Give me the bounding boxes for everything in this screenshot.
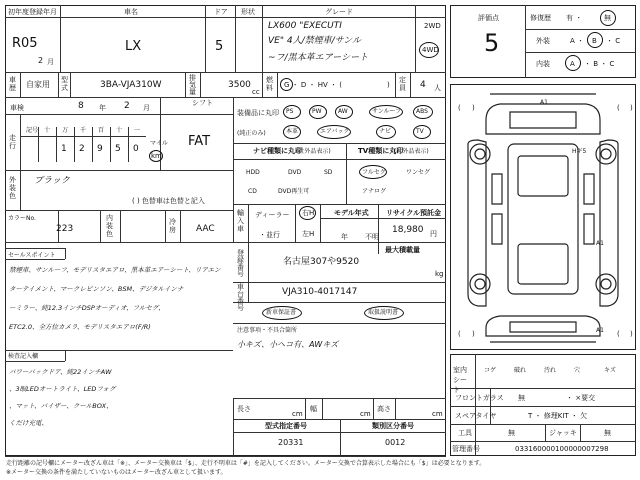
tv-item: ワンセグ [406,169,431,176]
inspection-year: 8 [78,101,84,111]
navi-label: ナビ種類に丸印 [253,147,302,155]
diagram-paren-open-4: ( [617,330,620,338]
ac-value: AAC [196,224,215,234]
interior-rest: ・ B ・ C [584,60,615,68]
diagram-a1-top: A1 [540,99,548,106]
car-name-label: 車名 [124,8,138,16]
first-reg-month: 2 [38,56,44,65]
recycle-label: リサイクル預託金 [386,209,442,217]
diagram-paren-close-2: ) [630,104,633,112]
mileage-header-cell: 千 [80,127,87,134]
diagram-paren-open-1: ( [458,104,461,112]
height-unit: cm [432,410,443,418]
shape-label: 形状 [241,8,255,16]
equipment-item: 本革 [286,128,299,135]
class-value: 0012 [385,438,406,447]
sales-point-line: 禁煙車、サンルーフ、モデリスタエアロ、黒本革エアーシート、リアエン [9,266,221,274]
first-reg-month-unit: 月 [47,58,54,66]
max-load-label: 最大積載量 [385,246,420,254]
doors-value: 5 [215,39,224,54]
tools-label: 工具 [458,429,472,437]
jack-value: 無 [604,429,611,437]
equipment-item: PS [286,108,294,115]
mileage-digit: 2 [79,144,85,154]
mgmt-value: 033160000100000007298 [515,445,609,453]
mileage-header-cell: 十 [44,127,51,134]
import-parallel: ・並行 [259,231,280,239]
navi-item: SD [324,169,333,176]
navi-item: HDD [246,169,260,176]
type-cert-value: 20331 [278,438,304,447]
mileage-digit: 5 [115,144,121,154]
new-warranty: 新車保証書 [266,309,297,316]
footer-line-2: ※メーター交換の条件を満たしていないものはメーター改ざん車として扱います。 [6,469,227,476]
equipment-list-line: くだけ充電、 [9,419,48,427]
exterior-color-label: 外装色 [9,176,16,200]
equipment-list-line: 、マット、バイザー、クールBOX、 [9,402,113,410]
grade-line-1: LX600 "EXECUTI [268,21,342,31]
mileage-digit: 9 [97,144,103,154]
registration-value: 名古屋307や9520 [283,257,360,267]
color-change-note: ( ) 色替車は色替と記入 [132,197,205,205]
model-year-unknown: 不明 [365,233,379,241]
cc-unit: cc [252,88,260,96]
diagram-center-code: Hギ5 [572,148,587,155]
mileage-digit: 1 [61,144,67,154]
tv-item: フルセグ [362,169,386,176]
exterior-label: 外装 [536,37,550,45]
registration-label: 登録番号 [237,249,244,278]
tv-sub: (社外品表示) [394,148,429,155]
shift-value: FAT [188,134,211,149]
diagram-paren-close-1: ) [472,104,475,112]
mileage-col-line [38,127,39,162]
windshield-label: フロントガラス [455,394,504,402]
color-code-label: カラーNo. [8,215,36,222]
use-value: 自家用 [26,80,50,89]
interior-seat-item: 穴 [574,367,581,374]
tv-item: アナログ [362,188,387,195]
use-label: 車歴 [9,76,16,92]
color-code-value: 223 [56,224,74,234]
notes-value: 小キズ、小ヘコ有、AWキズ [237,340,339,349]
first-reg-era: R05 [12,36,38,51]
mileage-header-cell: 記号 [26,127,39,134]
capacity-value: 4 [420,80,426,90]
ac-label: 冷房 [169,218,176,234]
chassis-label: 車台番号 [237,283,244,312]
drive-4wd: 4WD [422,46,439,54]
class-label: 類別区分番号 [372,422,414,430]
mileage-header-line [20,136,146,137]
exterior-color-value: ブラック [34,176,70,186]
displacement-value: 3500 [228,80,251,90]
equipment-item: PW [312,108,322,115]
interior-seat-item: コゲ [484,367,497,374]
inspection-year-unit: 年 [99,104,106,112]
length-unit: cm [292,410,303,418]
chassis-value: VJA310-4017147 [282,287,358,297]
windshield-none: 無 [518,394,525,402]
repair-label: 修復歴 [530,14,551,22]
equipment-item: サンルーフ [372,108,402,115]
mileage-unit-km: km [151,152,162,160]
exterior-options: A ・ [570,37,585,45]
car-damage-diagram [450,84,636,350]
diagram-a1-right: A1 [596,240,604,247]
sales-point-line: ーミラー、純12.3インチDSPオーディオ、フルセグ、 [9,304,165,312]
mileage-header-cell: 百 [98,127,105,134]
handle-right: 右H [302,209,315,217]
first-reg-label: 初年度登録年月 [8,8,57,16]
equipment-list-label: 検査記入欄 [8,353,39,360]
height-label: 高さ [377,405,391,413]
model-label: 型式 [61,76,68,92]
windshield-replace: ・ ×要交 [566,394,596,402]
repair-selected: 無 [604,14,611,22]
mileage-unit-mile: マイル [150,140,168,147]
width-unit: cm [360,410,371,418]
interior-seat-label: 室内シート [453,366,467,394]
grade-line-3: ~フ/黒本革エアーシート [268,53,369,63]
mileage-col-line [110,127,111,162]
mileage-label: 走行 [9,134,16,150]
displacement-label: 排気量 [189,74,196,96]
shift-label: シフト [192,99,213,107]
sales-point-line: ターテイメント、マークレビンソン、BSM、デジタルインナ [9,285,184,293]
grade-line-2: VE" 4人/禁煙車/サンル [268,36,361,46]
recycle-value: 18,980 [392,225,424,235]
import-label: 輸入車 [237,209,244,233]
recycle-yen: 円 [430,230,437,238]
diagram-paren-open-2: ( [617,104,620,112]
sales-point-label: セールスポイント [8,252,56,259]
equipment-item: ナビ [379,128,392,135]
car-name: LX [125,39,142,54]
interior-color-label: 内装色 [106,214,113,238]
exterior-selected: B [592,37,597,45]
fuel-options: G ・ D ・ HV ・ ( [284,81,342,89]
interior-rating-label: 内装 [536,60,550,68]
equipment-item: ABS [416,108,428,115]
capacity-unit: 人 [434,84,441,92]
equipment-item: AW [338,108,348,115]
mileage-digit: 0 [133,144,139,154]
model-value: 3BA-VJA310W [100,80,162,90]
tv-label: TV種類に丸印 [358,147,404,155]
type-cert-label: 型式指定番号 [265,422,307,430]
diagram-paren-close-4: ) [630,330,633,338]
footer-line-1: 走行距離の記号欄にメーター改ざん車は「※」、メーター交換車は「$」、走行不明車は「#」を記入してください。メーター交換で合算表示した場合にも「$」は必要となります。 [6,460,486,467]
equipment-label: 装備品に丸印 [237,109,279,117]
owner-manual: 取扱説明書 [368,309,399,316]
import-dealer: ディーラー [255,211,290,219]
navi-item: DVD再生可 [278,188,310,195]
mileage-col-line [128,127,129,162]
equipment-item: TV [416,128,424,135]
navi-sub: (社外品表示) [296,148,331,155]
mileage-header-cell: 万 [62,127,69,134]
jack-label: ジャッキ [549,429,577,437]
spare-value: T ・ 修理KIT ・ 欠 [528,412,588,420]
diagram-a1-bottom: A1 [596,327,604,334]
exterior-rest: ・ C [606,37,621,45]
interior-selected: A [570,60,575,68]
doors-label: ドア [214,8,228,16]
score-value: 5 [484,29,500,57]
inspection-label: 車検 [10,104,24,112]
equipment-sub: (純正のみ) [237,130,266,137]
mileage-header-cell: 一 [134,127,141,134]
mileage-header-cell: 十 [116,127,123,134]
interior-seat-item: 破れ [514,367,527,374]
fuel-close: ) [387,81,390,89]
score-label: 評価点 [478,14,499,22]
drive-2wd: 2WD [424,22,441,30]
navi-item: DVD [288,169,302,176]
interior-seat-item: キズ [604,367,616,374]
equipment-list-line: パワーバックドア、純22インチAW [9,368,112,376]
sales-point-line: ETC2.0、全方位カメラ、モデリスタエアロ(F/R) [9,323,151,331]
repair-options: 有 ・ [566,14,583,22]
handle-left: 左H [302,230,315,238]
mileage-col-line [74,127,75,162]
equipment-list-line: 、3眼LEDオートライト、LEDフォグ [9,385,116,393]
interior-seat-item: 汚れ [544,367,557,374]
capacity-label: 定員 [399,76,406,92]
length-label: 長さ [237,405,251,413]
equipment-item: エアバック [320,128,350,135]
spare-label: スペアタイヤ [455,412,497,420]
mileage-col-line [92,127,93,162]
notes-label: 注意事項・不具合箇所 [237,327,298,334]
diagram-paren-close-3: ) [472,330,475,338]
grade-label: グレード [325,8,353,16]
mileage-grid [20,127,146,162]
model-year-label: モデル年式 [334,209,369,217]
fuel-label: 燃料 [266,76,273,92]
tools-value: 無 [508,429,515,437]
inspection-month-unit: 月 [143,104,150,112]
diagram-paren-open-3: ( [458,330,461,338]
navi-item: CD [248,188,257,195]
inspection-month: 2 [124,101,130,111]
mgmt-label: 管理番号 [452,445,480,453]
mileage-col-line [56,127,57,162]
width-label: 幅 [310,405,317,413]
model-year-unit: 年 [341,233,348,241]
max-load-unit: kg [435,270,444,278]
